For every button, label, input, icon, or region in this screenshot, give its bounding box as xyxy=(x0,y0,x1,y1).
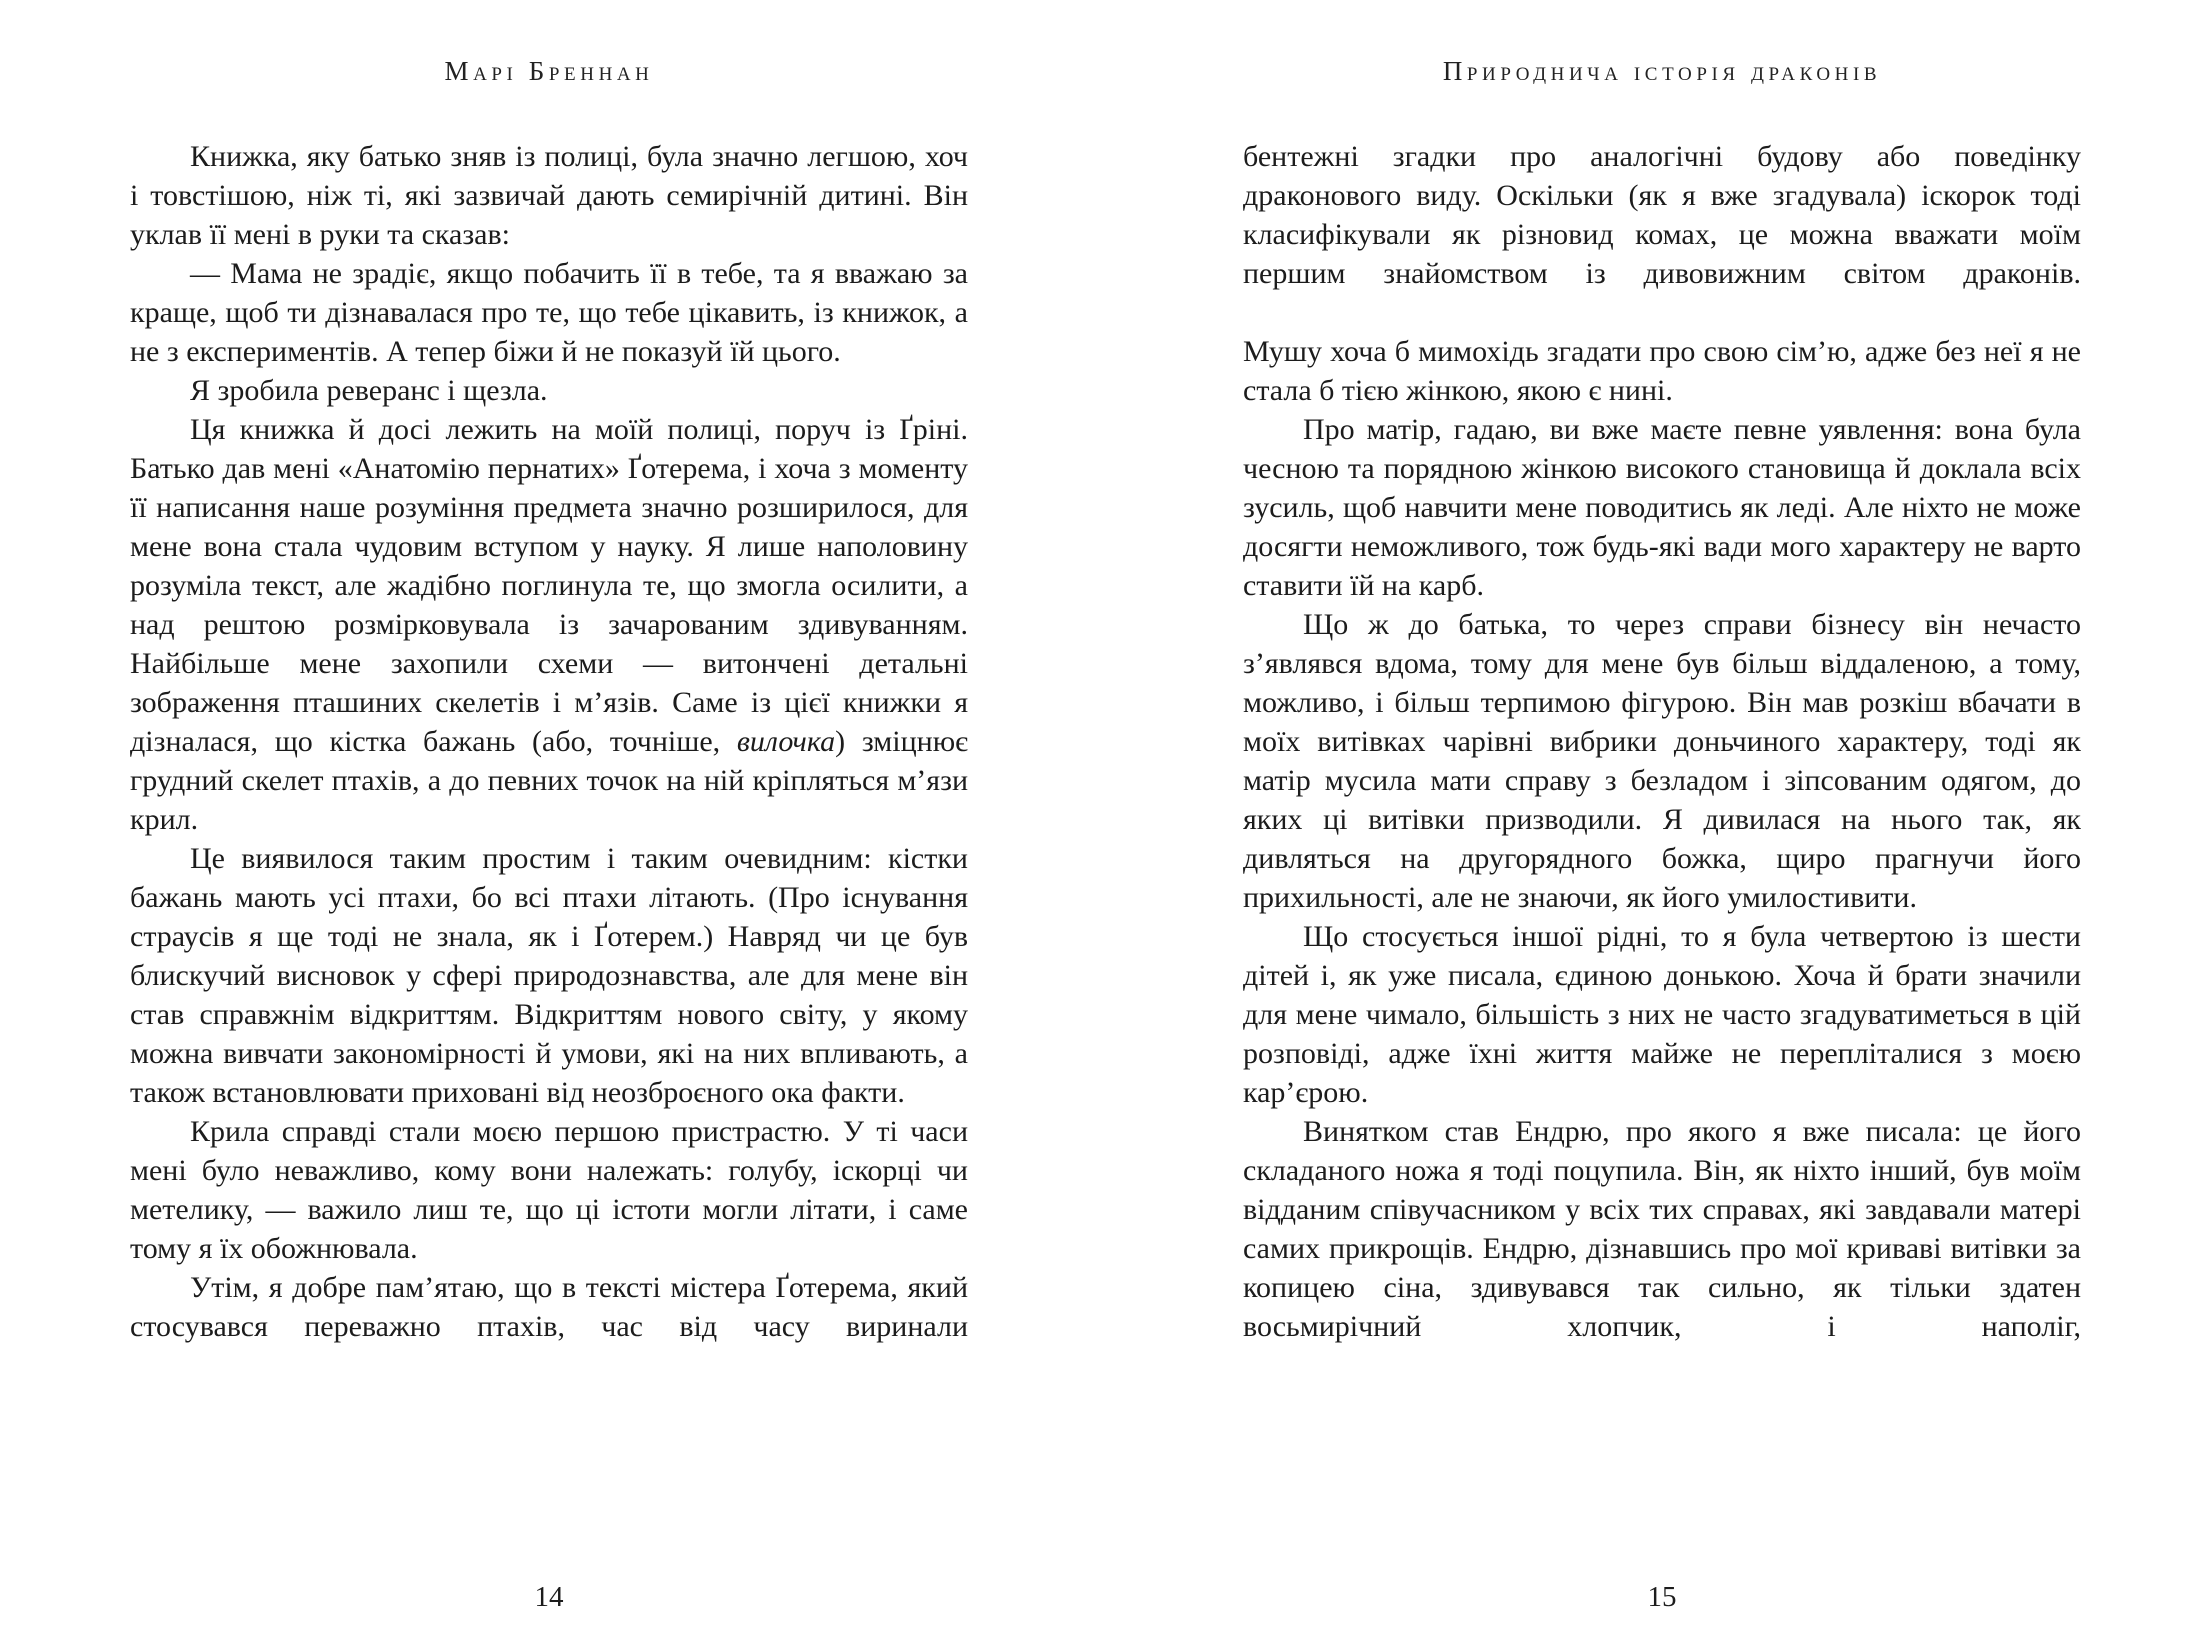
paragraph: Винятком став Ендрю, про якого я вже писала: це його складаного ножа я тоді поцупила. Він, як ніхто інший, був моїм відданим співучасником у всіх тих справах, які завдавали матері самих прикрощів. Ендрю, дізнавшись про мої криваві витівки за копицею сіна, здивувався так сильно, як тільки здатен восьмирічний хлопчик, і наполіг, xyxy=(1243,1115,2081,1343)
left-text-block xyxy=(130,137,968,1346)
left-page xyxy=(130,0,968,1650)
italic-term: вилочка xyxy=(736,725,836,758)
paragraph: Про матір, гадаю, ви вже маєте певне уявлення: вона була чесною та порядною жінкою високого становища й доклала всіх зусиль, щоб навчити мене поводитись як леді. Але ніхто не може досягти неможливого, тож будь-які вади мого характеру не варто ставити їй на карб. xyxy=(1243,413,2081,602)
paragraph: Я зробила реверанс і щезла. xyxy=(190,374,548,407)
paragraph: Це виявилося таким простим і таким очевидним: кістки бажань мають усі птахи, бо всі птахи літають. (Про існування страусів я ще тоді не знала, як і Ґотерем.) Навряд чи це був блискучий висновок у сфері природознавства, але для мене він став справжнім відкриттям. Відкриттям нового світу, у якому можна вивчати закономірності й умови, які на них впливають, а також встановлювати приховані від неозброєного ока факти. xyxy=(130,842,968,1109)
page-number: 14 xyxy=(534,1581,564,1613)
paragraph: Що ж до батька, то через справи бізнесу він нечасто з’являвся вдома, тому для мене був більш віддаленою, а тому, можливо, і більш терпимою фігурою. Він мав розкіш вбачати в моїх витівках чарівні вибрики доньчиного характеру, тоді як матір мусила мати справу з безладом і зіпсованим одягом, до яких ці витівки призводили. Я дивилася на нього так, як дивляться на другорядного божка, щиро прагнучи його прихильності, але не знаючи, як його умилостивити. xyxy=(1243,608,2081,914)
running-header-title: Природнича історія драконів xyxy=(1442,56,1882,86)
right-text-block xyxy=(1243,137,2081,1346)
paragraph-section-start: Мушу хоча б мимохідь згадати про свою сім’ю, адже без неї я не стала б тією жінкою, якою є нині. xyxy=(1243,335,2081,407)
paragraph-text: Ця книжка й досі лежить на моїй полиці, поруч із Ґріні. Батько дав мені «Анатомію пернатих» Ґотерема, і хоча з моменту її написання наше розуміння предмета значно розширилося, для мене вона стала чудовим вступом у науку. Я лише наполовину розуміла текст, але жадібно поглинула те, що змогла осилити, а над рештою розмірковувала із зачарованим здивуванням. Найбільше мене захопили схеми — витончені детальні зображення пташиних скелетів і м’язів. Саме із цієї книжки я дізналася, що кістка бажань (або, точніше, xyxy=(130,413,968,758)
paragraph-continuation: бентежні згадки про аналогічні будову або поведінку драконового виду. Оскільки (як я вже згадувала) іскорок тоді класифікували як різновид комах, це можна вважати моїм першим знайомством із дивовижним світом драконів. xyxy=(1243,140,2081,290)
page-number: 15 xyxy=(1647,1581,1677,1613)
paragraph: Крила справді стали моєю першою пристрастю. У ті часи мені було неважливо, кому вони належать: голубу, іскорці чи метелику, — важило лиш те, що ці істоти могли літати, і саме тому я їх обожнювала. xyxy=(130,1115,968,1265)
paragraph: Що стосується іншої рідні, то я була четвертою із шести дітей і, як уже писала, єдиною донькою. Хоча й брати значили для мене чимало, більшість з них не часто згадуватиметься в цій розповіді, адже їхні життя майже не перепліталися з моєю кар’єрою. xyxy=(1243,920,2081,1109)
right-page xyxy=(1243,0,2081,1650)
paragraph: Книжка, яку батько зняв із полиці, була значно легшою, хоч і товстішою, ніж ті, які зазвичай дають семирічній дитині. Він уклав її мені в руки та сказав: xyxy=(130,140,968,251)
paragraph: Утім, я добре пам’ятаю, що в тексті містера Ґотерема, який стосувався переважно птахів, час від часу виринали xyxy=(130,1271,968,1343)
paragraph-text: ) зміцнює грудний скелет птахів, а до певних точок на ній кріпляться м’язи крил. xyxy=(130,725,968,836)
running-header-author: Марі Бреннан xyxy=(444,56,654,86)
paragraph-dialogue: — Мама не зрадіє, якщо побачить її в тебе, та я вважаю за краще, щоб ти дізнавалася про те, що тебе цікавить, із книжок, а не з експериментів. А тепер біжи й не показуй їй цього. xyxy=(130,257,968,368)
paragraph xyxy=(130,410,968,839)
